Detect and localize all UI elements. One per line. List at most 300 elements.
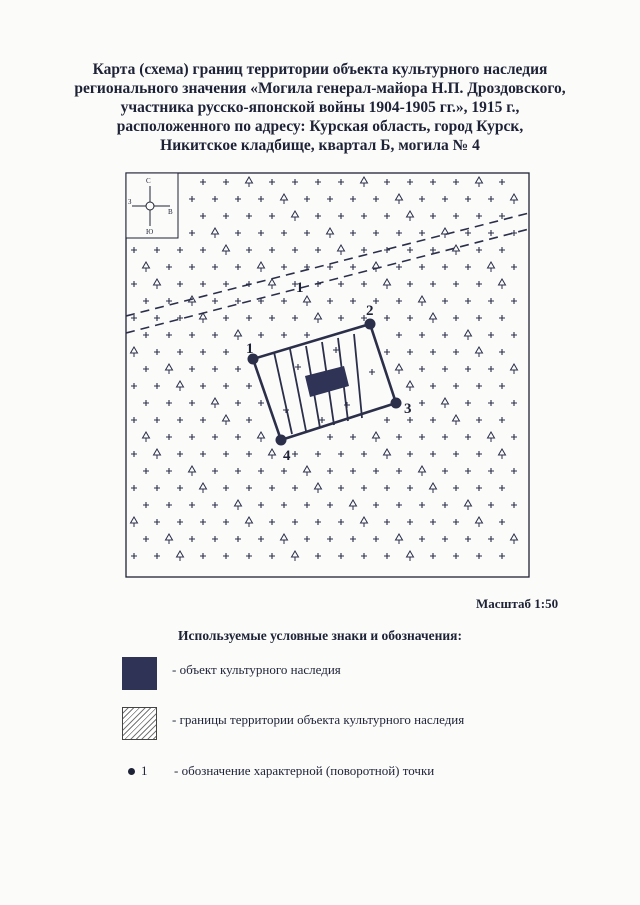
grave-cross-icon	[304, 502, 310, 508]
tree-symbol-icon	[407, 551, 414, 561]
grave-cross-icon	[373, 536, 379, 542]
grave-cross-icon	[476, 281, 482, 287]
grave-cross-icon	[453, 383, 459, 389]
grave-cross-icon	[246, 485, 252, 491]
grave-cross-icon	[200, 247, 206, 253]
grave-cross-icon	[465, 196, 471, 202]
grave-cross-icon	[223, 281, 229, 287]
grave-cross-icon	[338, 519, 344, 525]
grave-cross-icon	[476, 485, 482, 491]
grave-cross-icon	[315, 247, 321, 253]
grave-cross-icon	[304, 196, 310, 202]
tree-symbol-icon	[465, 330, 472, 340]
tree-symbol-icon	[292, 211, 299, 221]
grave-cross-icon	[281, 298, 287, 304]
grave-cross-icon	[315, 213, 321, 219]
tree-symbol-icon	[281, 194, 288, 204]
grave-cross-icon	[419, 196, 425, 202]
grave-cross-icon	[327, 468, 333, 474]
tree-symbol-icon	[327, 228, 334, 238]
grave-cross-icon	[338, 451, 344, 457]
grave-cross-icon	[488, 366, 494, 372]
grave-cross-icon	[384, 553, 390, 559]
grave-cross-icon	[189, 264, 195, 270]
grave-cross-icon	[177, 451, 183, 457]
grave-cross-icon	[361, 485, 367, 491]
tree-symbol-icon	[315, 313, 322, 323]
grave-cross-icon	[350, 196, 356, 202]
grave-cross-icon	[166, 332, 172, 338]
grave-cross-icon	[499, 247, 505, 253]
tree-symbol-icon	[476, 347, 483, 357]
grave-cross-icon	[235, 366, 241, 372]
point-label-1: 1	[246, 341, 254, 357]
grave-cross-icon	[488, 400, 494, 406]
grave-cross-icon	[350, 434, 356, 440]
tree-symbol-icon	[499, 279, 506, 289]
point-label-4: 4	[283, 448, 291, 464]
grave-cross-icon	[476, 417, 482, 423]
grave-cross-icon	[499, 383, 505, 389]
grave-cross-icon	[269, 485, 275, 491]
title-line: Никитское кладбище, квартал Б, могила № 4	[160, 137, 480, 154]
grave-cross-icon	[246, 451, 252, 457]
grave-cross-icon	[419, 400, 425, 406]
grave-cross-icon	[327, 264, 333, 270]
grave-cross-icon	[235, 196, 241, 202]
grave-cross-icon	[396, 332, 402, 338]
grave-cross-icon	[442, 536, 448, 542]
tree-symbol-icon	[189, 296, 196, 306]
grave-cross-icon	[315, 179, 321, 185]
grave-cross-icon	[442, 196, 448, 202]
grave-cross-icon	[419, 332, 425, 338]
grave-cross-icon	[499, 315, 505, 321]
grave-cross-icon	[430, 281, 436, 287]
compass-north: С	[146, 177, 151, 185]
grave-cross-icon	[258, 400, 264, 406]
heritage-object	[305, 366, 349, 397]
grave-cross-icon	[511, 434, 517, 440]
tree-symbol-icon	[292, 551, 299, 561]
grave-cross-icon	[384, 213, 390, 219]
grave-cross-icon	[154, 519, 160, 525]
grave-cross-icon	[166, 434, 172, 440]
grave-cross-icon	[384, 485, 390, 491]
tree-symbol-icon	[258, 432, 265, 442]
tree-symbol-icon	[154, 279, 161, 289]
grave-cross-icon	[281, 468, 287, 474]
tree-symbol-icon	[166, 364, 173, 374]
grave-cross-icon	[269, 519, 275, 525]
grave-cross-icon	[177, 417, 183, 423]
grave-cross-icon	[453, 213, 459, 219]
grave-cross-icon	[453, 179, 459, 185]
grave-cross-icon	[292, 247, 298, 253]
grave-cross-icon	[453, 349, 459, 355]
grave-cross-icon	[384, 179, 390, 185]
grave-cross-icon	[465, 366, 471, 372]
grave-cross-icon	[281, 264, 287, 270]
grave-cross-icon	[350, 536, 356, 542]
grave-cross-icon	[292, 451, 298, 457]
grave-cross-icon	[154, 383, 160, 389]
grave-cross-icon	[131, 247, 137, 253]
grave-cross-icon	[453, 315, 459, 321]
grave-cross-icon	[499, 349, 505, 355]
grave-cross-icon	[246, 247, 252, 253]
grave-cross-icon	[465, 434, 471, 440]
tree-symbol-icon	[246, 517, 253, 527]
title-line: Карта (схема) границ территории объекта культурного наследия	[92, 61, 548, 78]
grave-cross-icon	[189, 332, 195, 338]
grave-cross-icon	[200, 553, 206, 559]
grave-cross-icon	[200, 281, 206, 287]
grave-cross-icon	[499, 179, 505, 185]
grave-cross-icon	[166, 468, 172, 474]
boundary-point-4	[276, 435, 287, 446]
tree-symbol-icon	[361, 517, 368, 527]
grave-cross-icon	[258, 230, 264, 236]
grave-cross-icon	[154, 553, 160, 559]
grave-cross-icon	[212, 502, 218, 508]
grave-cross-icon	[407, 349, 413, 355]
tree-symbol-icon	[166, 534, 173, 544]
boundary-point-2	[365, 319, 376, 330]
grave-cross-icon	[235, 400, 241, 406]
grave-cross-icon	[223, 383, 229, 389]
grave-cross-icon	[488, 332, 494, 338]
grave-cross-icon	[131, 485, 137, 491]
grave-cross-icon	[200, 519, 206, 525]
grave-cross-icon	[488, 468, 494, 474]
grave-cross-icon	[131, 553, 137, 559]
grave-cross-icon	[430, 519, 436, 525]
grave-cross-icon	[177, 349, 183, 355]
grave-cross-icon	[511, 468, 517, 474]
grave-cross-icon	[442, 298, 448, 304]
title-line: регионального значения «Могила генерал-майора Н.П. Дроздовского,	[74, 80, 566, 97]
boundary-point-3	[391, 398, 402, 409]
tree-symbol-icon	[396, 194, 403, 204]
grave-cross-icon	[200, 417, 206, 423]
grave-cross-icon	[281, 502, 287, 508]
tree-symbol-icon	[511, 194, 518, 204]
tree-symbol-icon	[281, 534, 288, 544]
tree-symbol-icon	[442, 398, 449, 408]
grave-cross-icon	[246, 417, 252, 423]
grave-cross-icon	[131, 417, 137, 423]
grave-cross-icon	[327, 298, 333, 304]
grave-cross-icon	[430, 349, 436, 355]
tree-symbol-icon	[407, 381, 414, 391]
tree-symbol-icon	[373, 262, 380, 272]
grave-cross-icon	[166, 502, 172, 508]
tree-symbol-icon	[235, 500, 242, 510]
grave-cross-icon	[189, 196, 195, 202]
legend-object-text: - объект культурного наследия	[172, 662, 341, 677]
grave-cross-icon	[315, 553, 321, 559]
grave-cross-icon	[384, 315, 390, 321]
tree-symbol-icon	[384, 449, 391, 459]
grave-cross-icon	[419, 366, 425, 372]
grave-cross-icon	[143, 298, 149, 304]
grave-cross-icon	[269, 213, 275, 219]
tree-symbol-icon	[430, 483, 437, 493]
cemetery-symbols	[131, 177, 518, 561]
grave-cross-icon	[361, 213, 367, 219]
grave-cross-icon	[315, 519, 321, 525]
grave-cross-icon	[350, 468, 356, 474]
grave-cross-icon	[396, 298, 402, 304]
grave-cross-icon	[131, 315, 137, 321]
tree-symbol-icon	[442, 228, 449, 238]
legend-swatch-boundary	[122, 707, 157, 740]
grave-cross-icon	[304, 230, 310, 236]
grave-cross-icon	[235, 468, 241, 474]
tree-symbol-icon	[269, 279, 276, 289]
grave-cross-icon	[511, 400, 517, 406]
grave-cross-icon	[476, 315, 482, 321]
grave-cross-icon	[154, 349, 160, 355]
grave-cross-icon	[327, 196, 333, 202]
legend-boundary-text: - границы территории объекта культурного наследия	[172, 712, 465, 727]
tree-symbol-icon	[488, 262, 495, 272]
point-label-2: 2	[366, 303, 374, 319]
grave-cross-icon	[269, 247, 275, 253]
grave-cross-icon	[131, 451, 137, 457]
grave-cross-icon	[200, 349, 206, 355]
grave-cross-icon	[465, 468, 471, 474]
grave-cross-icon	[177, 281, 183, 287]
grave-cross-icon	[453, 485, 459, 491]
tree-symbol-icon	[212, 228, 219, 238]
grave-cross-icon	[453, 281, 459, 287]
legend-point-dot-icon	[128, 768, 135, 775]
grave-cross-icon	[235, 298, 241, 304]
grave-cross-icon	[476, 451, 482, 457]
grave-cross-icon	[200, 179, 206, 185]
grave-cross-icon	[419, 434, 425, 440]
grave-cross-icon	[189, 434, 195, 440]
grave-cross-icon	[499, 213, 505, 219]
tree-symbol-icon	[465, 500, 472, 510]
grave-cross-icon	[235, 230, 241, 236]
grave-cross-icon	[499, 519, 505, 525]
grave-cross-icon	[154, 315, 160, 321]
grave-cross-icon	[304, 536, 310, 542]
grave-cross-icon	[350, 298, 356, 304]
tree-symbol-icon	[143, 432, 150, 442]
grave-cross-icon	[407, 281, 413, 287]
grave-cross-icon	[166, 264, 172, 270]
tree-symbol-icon	[476, 517, 483, 527]
grave-cross-icon	[212, 298, 218, 304]
grave-cross-icon	[154, 247, 160, 253]
grave-cross-icon	[488, 502, 494, 508]
grave-cross-icon	[476, 213, 482, 219]
grave-cross-icon	[143, 366, 149, 372]
grave-cross-icon	[384, 417, 390, 423]
grave-cross-icon	[327, 434, 333, 440]
grave-cross-icon	[292, 485, 298, 491]
grave-cross-icon	[166, 298, 172, 304]
tree-symbol-icon	[511, 534, 518, 544]
grave-cross-icon	[327, 536, 333, 542]
grave-cross-icon	[212, 536, 218, 542]
grave-cross-icon	[143, 332, 149, 338]
tree-symbol-icon	[177, 381, 184, 391]
grave-cross-icon	[177, 247, 183, 253]
grave-cross-icon	[315, 451, 321, 457]
grave-cross-icon	[333, 347, 339, 353]
grave-cross-icon	[442, 502, 448, 508]
grave-cross-icon	[223, 553, 229, 559]
grave-cross-icon	[246, 315, 252, 321]
grave-cross-icon	[131, 383, 137, 389]
grave-cross-icon	[258, 196, 264, 202]
grave-cross-icon	[292, 179, 298, 185]
grave-cross-icon	[407, 451, 413, 457]
legend-point-text: - обозначение характерной (поворотной) точки	[174, 763, 435, 778]
grave-cross-icon	[212, 264, 218, 270]
grave-cross-icon	[189, 502, 195, 508]
grave-cross-icon	[258, 536, 264, 542]
tree-symbol-icon	[235, 330, 242, 340]
grave-cross-icon	[338, 281, 344, 287]
tree-symbol-icon	[315, 483, 322, 493]
grave-cross-icon	[143, 400, 149, 406]
grave-cross-icon	[361, 451, 367, 457]
grave-cross-icon	[212, 468, 218, 474]
grave-cross-icon	[223, 451, 229, 457]
tree-symbol-icon	[511, 364, 518, 374]
tree-symbol-icon	[177, 551, 184, 561]
grave-cross-icon	[131, 281, 137, 287]
grave-cross-icon	[269, 179, 275, 185]
grave-cross-icon	[396, 434, 402, 440]
grave-cross-icon	[442, 264, 448, 270]
grave-cross-icon	[223, 179, 229, 185]
grave-cross-icon	[430, 179, 436, 185]
grave-cross-icon	[465, 264, 471, 270]
grave-cross-icon	[511, 332, 517, 338]
grave-cross-icon	[453, 451, 459, 457]
dashed-line-lower	[126, 229, 529, 333]
grave-cross-icon	[511, 264, 517, 270]
tree-symbol-icon	[269, 449, 276, 459]
grave-cross-icon	[476, 247, 482, 253]
grave-cross-icon	[396, 502, 402, 508]
grave-cross-icon	[223, 213, 229, 219]
grave-cross-icon	[143, 536, 149, 542]
tree-symbol-icon	[200, 483, 207, 493]
grave-cross-icon	[407, 417, 413, 423]
grave-cross-icon	[361, 553, 367, 559]
grave-cross-icon	[269, 553, 275, 559]
grave-cross-icon	[189, 366, 195, 372]
grave-cross-icon	[442, 332, 448, 338]
map-scale: Масштаб 1:50	[476, 596, 559, 611]
grave-cross-icon	[396, 468, 402, 474]
grave-cross-icon	[338, 213, 344, 219]
grave-cross-icon	[407, 485, 413, 491]
grave-cross-icon	[327, 502, 333, 508]
grave-cross-icon	[499, 553, 505, 559]
grave-cross-icon	[246, 553, 252, 559]
grave-cross-icon	[430, 417, 436, 423]
tree-symbol-icon	[154, 449, 161, 459]
grave-cross-icon	[304, 332, 310, 338]
tree-symbol-icon	[407, 211, 414, 221]
grave-cross-icon	[465, 298, 471, 304]
grave-cross-icon	[511, 502, 517, 508]
grave-cross-icon	[223, 485, 229, 491]
title-line: участника русско-японской войны 1904-1905 гг.», 1915 г.,	[120, 99, 520, 116]
grave-cross-icon	[295, 364, 301, 370]
tree-symbol-icon	[419, 296, 426, 306]
tree-symbol-icon	[396, 364, 403, 374]
legend-title: Используемые условные знаки и обозначения:	[178, 628, 462, 643]
grave-cross-icon	[419, 230, 425, 236]
grave-cross-icon	[373, 502, 379, 508]
grave-cross-icon	[373, 230, 379, 236]
grave-cross-icon	[212, 196, 218, 202]
tree-symbol-icon	[453, 415, 460, 425]
tree-symbol-icon	[384, 279, 391, 289]
grave-cross-icon	[384, 247, 390, 253]
grave-cross-icon	[396, 264, 402, 270]
grave-cross-icon	[407, 315, 413, 321]
tree-symbol-icon	[304, 296, 311, 306]
grave-cross-icon	[189, 536, 195, 542]
grave-cross-icon	[350, 230, 356, 236]
grave-cross-icon	[143, 502, 149, 508]
grave-cross-icon	[154, 485, 160, 491]
grave-cross-icon	[338, 553, 344, 559]
grave-cross-icon	[235, 536, 241, 542]
grave-cross-icon	[465, 230, 471, 236]
grave-cross-icon	[373, 468, 379, 474]
grave-cross-icon	[154, 417, 160, 423]
grave-cross-icon	[223, 315, 229, 321]
grave-cross-icon	[235, 264, 241, 270]
grave-cross-icon	[189, 230, 195, 236]
grave-cross-icon	[338, 179, 344, 185]
grave-cross-icon	[212, 332, 218, 338]
grave-cross-icon	[407, 519, 413, 525]
tree-symbol-icon	[361, 177, 368, 187]
tree-symbol-icon	[131, 517, 138, 527]
title-line: расположенного по адресу: Курская область, город Курск,	[116, 118, 524, 135]
grave-cross-icon	[499, 485, 505, 491]
grave-cross-icon	[281, 332, 287, 338]
tree-symbol-icon	[488, 432, 495, 442]
grave-cross-icon	[430, 383, 436, 389]
grave-cross-icon	[373, 196, 379, 202]
grave-cross-icon	[246, 383, 252, 389]
grave-cross-icon	[407, 247, 413, 253]
grave-cross-icon	[442, 468, 448, 474]
grave-cross-icon	[269, 315, 275, 321]
tree-symbol-icon	[373, 432, 380, 442]
grave-cross-icon	[465, 400, 471, 406]
grave-cross-icon	[369, 369, 375, 375]
grave-cross-icon	[442, 434, 448, 440]
grave-cross-icon	[246, 213, 252, 219]
grave-cross-icon	[419, 502, 425, 508]
grave-cross-icon	[177, 485, 183, 491]
